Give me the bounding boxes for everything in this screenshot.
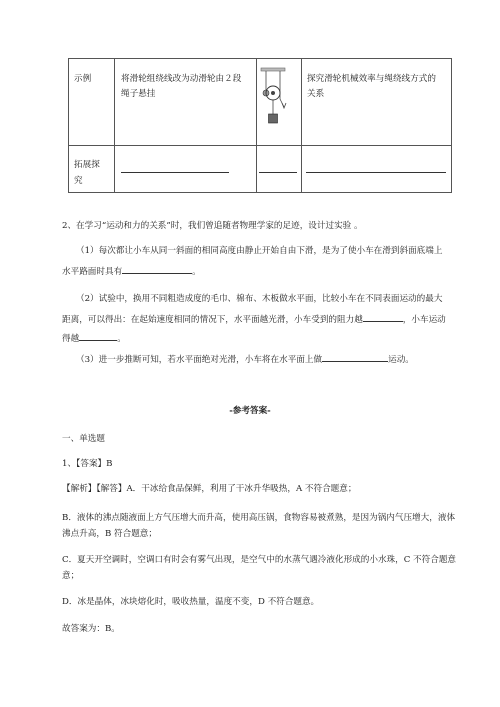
analysis-b-line2: 沸点升高，B 符合题意； (62, 529, 157, 539)
analysis-b-line1: B．液体的沸点随液面上方气压增大而升高，使用高压锅，食物容易被煮熟，是因为锅内气压增大，液体 (62, 513, 456, 523)
question-2-part2-line3 (62, 331, 126, 345)
analysis-d: D．冰是晶体，冰块熔化时，吸收热量，温度不变，D 不符合题意。 (62, 597, 320, 607)
row-label-extension-line1: 拓展探 (74, 160, 100, 170)
answer-blank-relation[interactable] (306, 172, 446, 173)
answer-blank-part2-b[interactable] (79, 331, 117, 341)
part2-prompt: 距离，可以得出：在起始速度相同的情况下，水平面越光滑，小车受到的阻力越 (62, 315, 363, 325)
part1-end: 。 (192, 267, 201, 277)
question-2-part2-line1: （2）试验中，换用不同粗造成度的毛巾、棉布、木板做水平面，比较小车在不同表面运动的最大 (76, 294, 443, 304)
question-2-part1-line2 (62, 264, 201, 278)
question-2-intro: 2、在学习“运动和力的关系”时，我们曾追随者物理学家的足迹，设计过实验 。 (62, 221, 363, 231)
analysis-c-line2: 意； (62, 571, 80, 581)
question-2-part2-line2 (62, 312, 446, 326)
part2-end: 。 (117, 334, 126, 344)
part1-prompt: 水平路面时具有 (62, 267, 123, 277)
part3-end: 运动。 (388, 355, 414, 365)
answer-blank-part1[interactable] (122, 264, 192, 274)
answer-blank-part3[interactable] (322, 352, 388, 362)
part2-mid: ，小车运动 (402, 315, 446, 325)
method-text-line1: 将滑轮组绕线改为动滑轮由２段 (121, 74, 242, 84)
answer-blank-part2-a[interactable] (363, 312, 403, 322)
row-label-extension-line2: 究 (74, 176, 83, 186)
question-2-part1-line1: （1）每次都让小车从同一斜面的相同高度由静止开始自由下滑，是为了使小车在滑到斜面底端上 (76, 246, 443, 256)
analysis-a: 【解析】【解答】A．干冰给食品保鲜，利用了干冰升华吸热，A 不符合题意； (62, 484, 357, 494)
answer-q1: 1、【答案】B (62, 459, 113, 469)
section-heading: 一、单选题 (62, 434, 105, 444)
part2-prompt-2: 得越 (62, 334, 80, 344)
part3-prompt: （3）进一步推断可知，若水平面绝对光滑，小车将在水平面上做 (76, 355, 323, 365)
answers-title: -参考答案- (229, 406, 271, 416)
conclusion: 故答案为：B。 (62, 624, 120, 634)
answer-blank-diagram[interactable] (259, 172, 297, 173)
table-row (69, 59, 452, 146)
answer-blank-method[interactable] (121, 172, 229, 173)
relation-text-line1: 探究滑轮机械效率与绳绕线方式的 (307, 74, 436, 84)
question-2-part3 (76, 352, 414, 366)
relation-text-line2: 关系 (307, 89, 325, 99)
table-row (69, 146, 452, 193)
experiment-table (68, 58, 452, 193)
pulley-diagram-image (257, 59, 301, 141)
analysis-c-line1: C．夏天开空调时，空调口有时会有雾气出现，是空气中的水蒸气遇冷液化形成的小水珠，C 不符合题意 (62, 555, 457, 565)
method-text-line2: 绳子悬挂 (121, 89, 156, 99)
row-label-example: 示例 (74, 74, 92, 84)
